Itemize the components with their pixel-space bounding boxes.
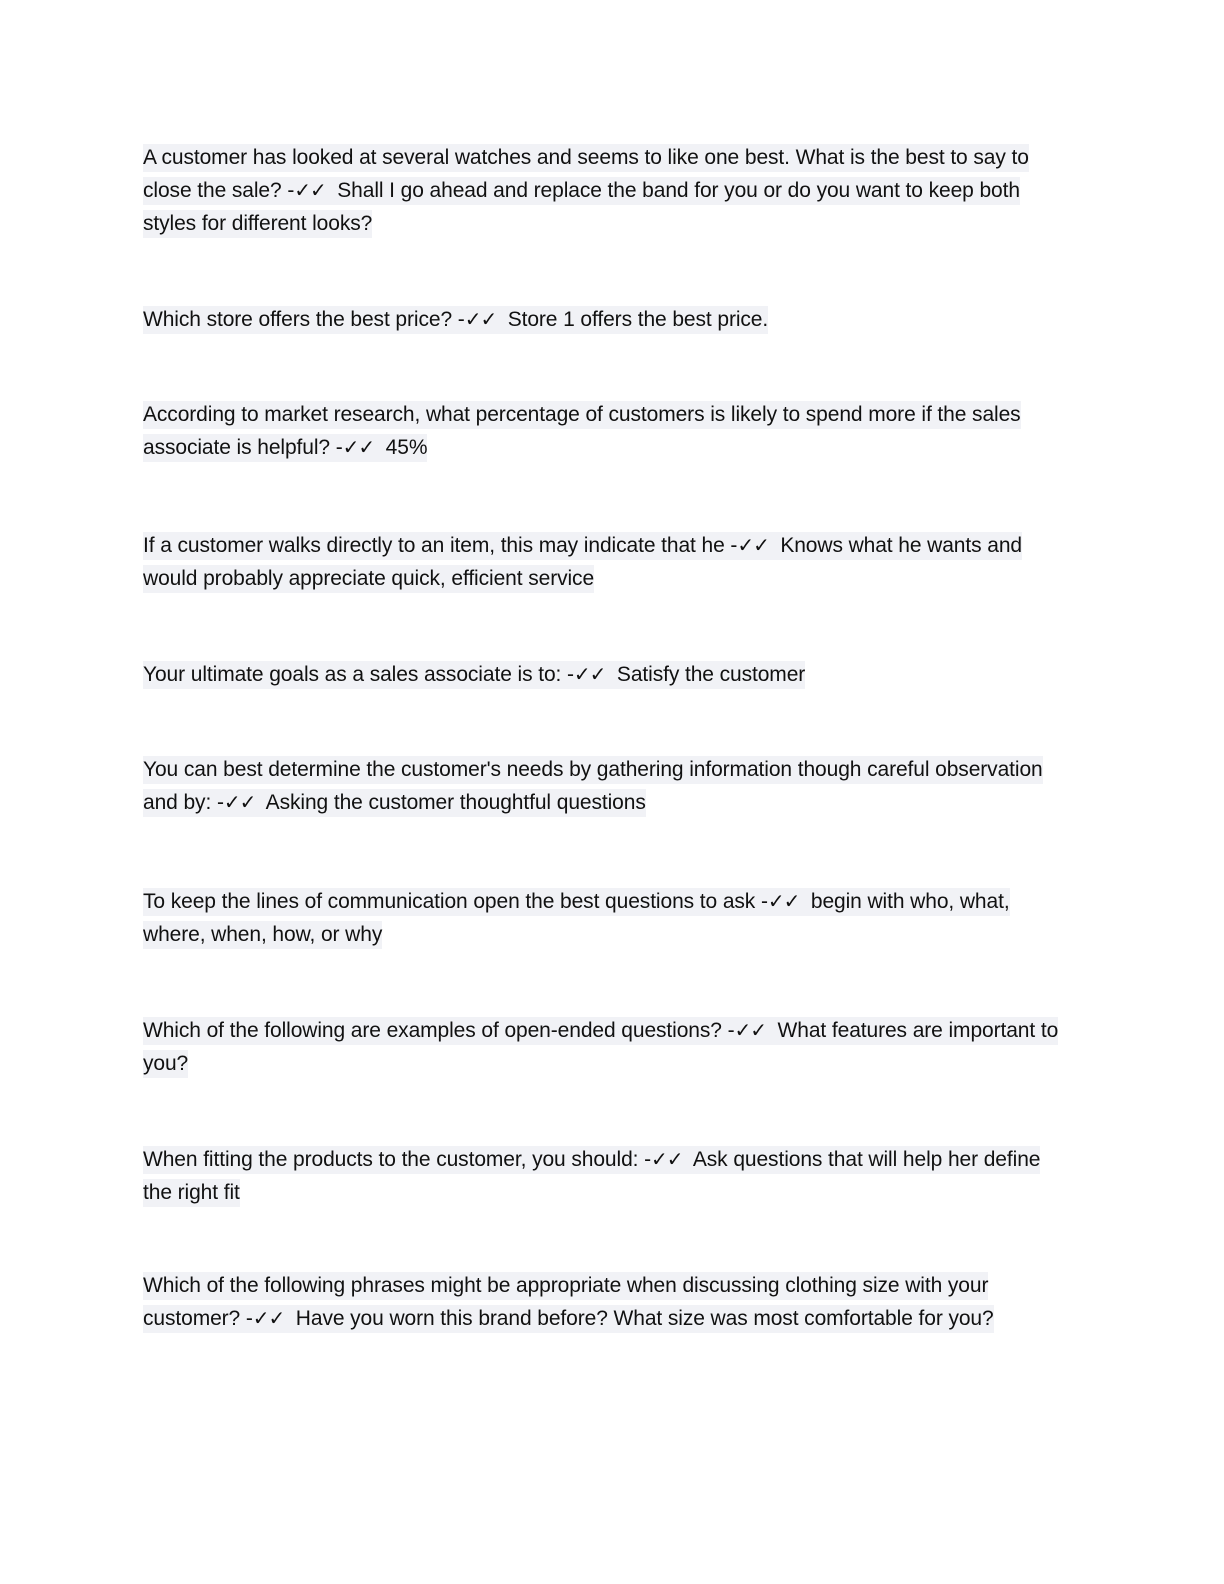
question-text: To keep the lines of communication open the best questions to ask xyxy=(143,890,756,913)
qa-item-9 xyxy=(143,1143,1073,1209)
qa-item-1 xyxy=(143,141,1073,240)
qa-item-3 xyxy=(143,398,1073,464)
double-check-icon: ✓✓ xyxy=(767,889,800,913)
qa-item-8 xyxy=(143,1014,1073,1080)
question-text: Your ultimate goals as a sales associate is to: xyxy=(143,663,562,686)
qa-item-5 xyxy=(143,658,1073,691)
double-check-icon: ✓✓ xyxy=(294,178,326,202)
separator: - xyxy=(760,890,768,913)
qa-item-2 xyxy=(143,303,1073,336)
double-check-icon: ✓✓ xyxy=(223,790,256,814)
answer-text: Knows what he wants and would probably appreciate quick, efficient service xyxy=(143,534,1022,590)
double-check-icon: ✓✓ xyxy=(573,662,606,686)
question-text: If a customer walks directly to an item, this may indicate that he xyxy=(143,534,725,557)
answer-text: begin with who, what, where, when, how, or why xyxy=(143,890,1010,946)
separator: - xyxy=(730,534,738,557)
separator: - xyxy=(457,308,465,331)
question-text: A customer has looked at several watches and seems to like one best. What is the best to say to close the sale? xyxy=(143,146,1029,202)
qa-item-10 xyxy=(143,1269,1073,1335)
double-check-icon: ✓✓ xyxy=(342,435,375,459)
double-check-icon: ✓✓ xyxy=(464,307,497,331)
answer-text: Ask questions that will help her define the right fit xyxy=(143,1148,1041,1204)
answer-text: Satisfy the customer xyxy=(616,663,806,686)
question-text: Which of the following are examples of open-ended questions? xyxy=(143,1019,722,1042)
answer-text: Store 1 offers the best price. xyxy=(507,308,769,331)
question-text: Which of the following phrases might be appropriate when discussing clothing size with your customer? xyxy=(143,1274,989,1330)
double-check-icon: ✓✓ xyxy=(737,533,769,557)
answer-text: 45% xyxy=(385,436,428,459)
separator: - xyxy=(567,663,574,686)
answer-text: What features are important to you? xyxy=(143,1019,1059,1075)
answer-text: Asking the customer thoughtful questions xyxy=(265,791,646,814)
double-check-icon: ✓✓ xyxy=(651,1147,683,1171)
qa-item-4 xyxy=(143,529,1073,595)
answer-text: Shall I go ahead and replace the band for you or do you want to keep both styles for different looks? xyxy=(143,179,1020,235)
qa-item-7 xyxy=(143,885,1073,951)
double-check-icon: ✓✓ xyxy=(734,1018,767,1042)
separator: - xyxy=(245,1307,253,1330)
qa-item-6 xyxy=(143,753,1073,819)
question-text: According to market research, what percentage of customers is likely to spend more if the sales associate is helpful? xyxy=(143,403,1021,459)
separator: - xyxy=(644,1148,652,1171)
question-text: You can best determine the customer's needs by gathering information though careful observation and by: xyxy=(143,758,1043,814)
separator: - xyxy=(287,179,295,202)
double-check-icon: ✓✓ xyxy=(252,1306,285,1330)
answer-text: Have you worn this brand before? What size was most comfortable for you? xyxy=(295,1307,994,1330)
separator: - xyxy=(216,791,224,814)
question-text: When fitting the products to the customer, you should: xyxy=(143,1148,639,1171)
question-text: Which store offers the best price? xyxy=(143,308,453,331)
separator: - xyxy=(335,436,343,459)
separator: - xyxy=(727,1019,735,1042)
